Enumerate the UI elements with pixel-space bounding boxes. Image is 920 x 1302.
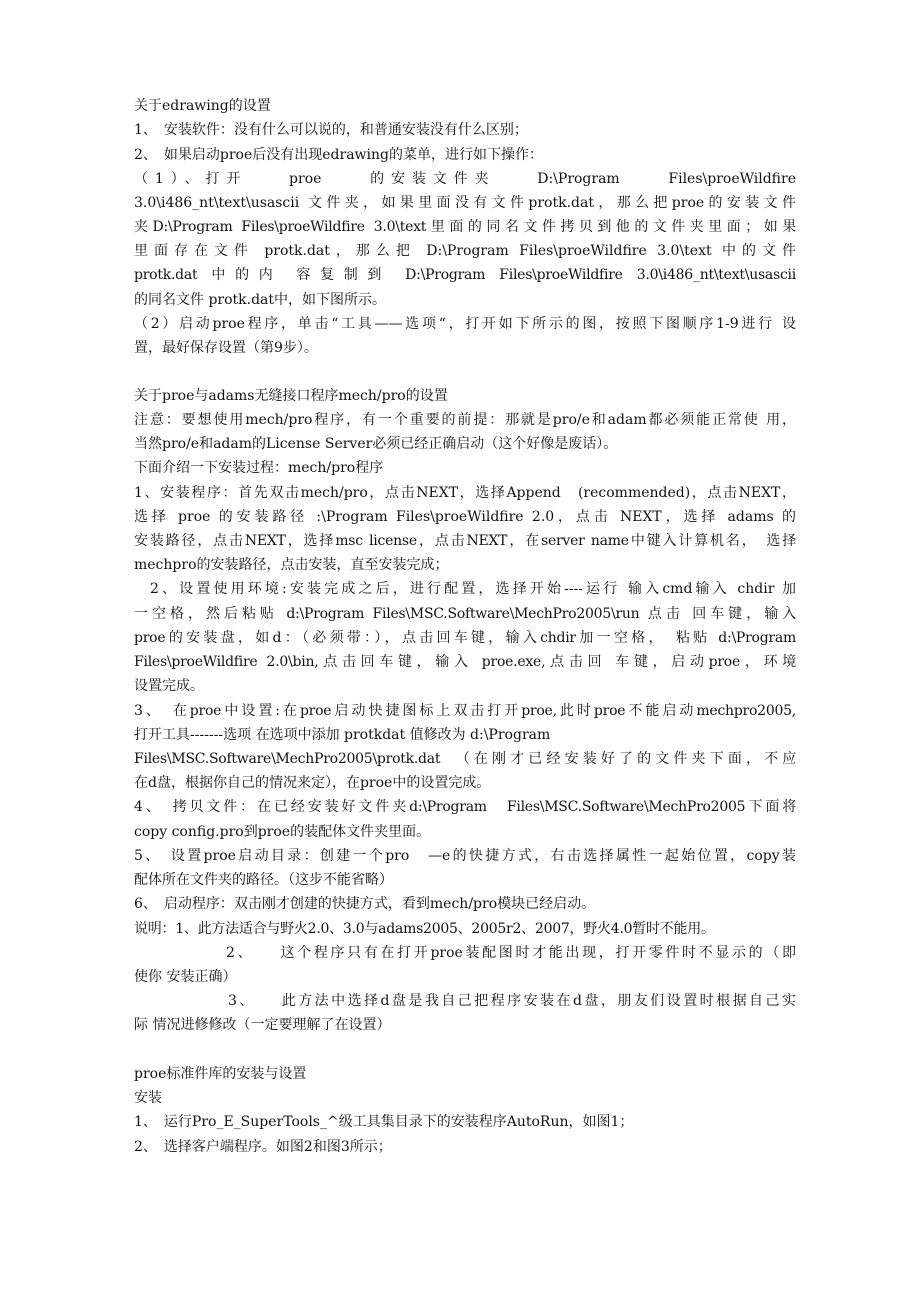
mechpro-step6: 6、 启动程序：双击刚才创建的快捷方式，看到mech/pro模块已经启动。 [134, 896, 596, 912]
mechpro-step1-line: 1、安装程序：首先双击mech/pro，点击NEXT，选择Append (recommended)，点击NEXT， [134, 485, 796, 501]
mechpro-intro: 下面介绍一下安装过程：mech/pro程序 [134, 460, 384, 476]
edrawing-para1-line: 夹D:\Program Files\proeWildfire 3.0\text里面的同名文件拷贝到他的文件夹里面；如果 [134, 219, 796, 235]
mechpro-step2-line: proe的安装盘，如d：（必须带：），点击回车键，输入chdir加一空格， 粘贴 d:\Program [134, 630, 796, 646]
mechpro-remark-1: 说明：1、此方法适合与野火2.0、3.0与adams2005、2005r2、2007，野火4.0暂时不能用。 [134, 921, 715, 937]
stdlib-subtitle: 安装 [134, 1090, 162, 1106]
mechpro-step2-line: Files\proeWildfire 2.0\bin,点击回车键，输入 proe.exe,点击回 车键，启动proe，环境 [134, 654, 796, 670]
mechpro-note-line: 注意：要想使用mech/pro程序，有一个重要的前提：那就是pro/e和adam都必须能正常使 用， [134, 412, 796, 428]
mechpro-step3-line: 3、 在proe中设置:在proe启动快捷图标上双击打开proe,此时proe不能启动mechpro2005, [134, 703, 796, 719]
edrawing-para1-line: 里面存在文件 protk.dat，那么把 D:\Program Files\proeWildfire 3.0\text 中的文件 [134, 243, 796, 259]
mechpro-step4-line: 4、 拷贝文件：在已经安装好文件夹d:\Program Files\MSC.Software\MechPro2005下面将 [134, 799, 796, 815]
mechpro-step2-line: 设置完成。 [134, 678, 204, 694]
mechpro-remark-2-line: 2、 这个程序只有在打开proe装配图时才能出现，打开零件时不显示的（即 [226, 945, 796, 961]
section-title-edrawing: 关于edrawing的设置 [134, 98, 271, 114]
edrawing-para1-line: （1）、打开 proe 的安装文件夹 D:\Program Files\proeWildfire [134, 171, 796, 187]
mechpro-step1-line: mechpro的安装路径，点击安装，直至安装完成； [134, 557, 449, 573]
mechpro-step2-line: 一空格，然后粘贴 d:\Program Files\MSC.Software\MechPro2005\run 点击 回车键，输入 [134, 606, 796, 622]
edrawing-step-2: 2、 如果启动proe后没有出现edrawing的菜单，进行如下操作： [134, 147, 543, 163]
mechpro-remark-2-line: 使你 安装正确） [134, 969, 237, 985]
edrawing-para1-line: 的同名文件 protk.dat中，如下图所示。 [134, 292, 387, 308]
edrawing-para1-line: 3.0\i486_nt\text\usascii 文件夹，如果里面没有文件protk.dat，那么把proe的安装文件 [134, 195, 796, 211]
edrawing-para1-line: protk.dat 中的内 容复制到 D:\Program Files\proeWildfire 3.0\i486_nt\text\usascii [134, 267, 796, 283]
mechpro-step2-line: 2、设置使用环境:安装完成之后，进行配置，选择开始----运行 输入cmd输入 chdir 加 [150, 581, 796, 597]
mechpro-step3-line: 打开工具-------选项 在选项中添加 protkdat 值修改为 d:\Program [134, 727, 551, 743]
edrawing-step-1: 1、 安装软件：没有什么可以说的，和普通安装没有什么区别； [134, 122, 528, 138]
edrawing-para2-line: 置，最好保存设置（第9步）。 [134, 340, 318, 356]
mechpro-remark-3-line: 际 情况进修修改（一定要理解了在设置） [134, 1017, 391, 1033]
mechpro-remark-3-line: 3、 此方法中选择d盘是我自己把程序安装在d盘，朋友们设置时根据自己实 [228, 993, 796, 1009]
mechpro-step1-line: 选择 proe 的安装路径 :\Program Files\proeWildfire 2.0，点击 NEXT，选择 adams 的 [134, 509, 796, 525]
mechpro-step4-line: copy config.pro到proe的装配体文件夹里面。 [134, 824, 431, 840]
section-title-stdlib: proe标准件库的安装与设置 [134, 1066, 307, 1082]
edrawing-para2-line: （2）启动proe程序，单击“工具——选项“，打开如下所示的图，按照下图顺序1-9进行 设 [134, 316, 796, 332]
stdlib-step-2: 2、 选择客户端程序。如图2和图3所示； [134, 1139, 392, 1155]
mechpro-step3-line: Files\MSC.Software\MechPro2005\protk.dat （在刚才已经安装好了的文件夹下面，不应 [134, 751, 796, 767]
mechpro-step3-line: 在d盘，根据你自己的情况来定），在proe中的设置完成。 [134, 775, 491, 791]
stdlib-step-1: 1、 运行Pro_E_SuperTools_^级工具集目录下的安装程序AutoRun，如图1； [134, 1114, 634, 1130]
mechpro-step1-line: 安装路径，点击NEXT，选择msc license，点击NEXT，在server name中键入计算机名， 选择 [134, 533, 796, 549]
mechpro-step5-line: 5、 设置proe启动目录：创建一个pro —e的快捷方式，右击选择属性一起始位置，copy装 [134, 848, 796, 864]
section-title-mechpro: 关于proe与adams无缝接口程序mech/pro的设置 [134, 388, 448, 404]
mechpro-note-line: 当然pro/e和adam的License Server必须已经正确启动（这个好像是废话）。 [134, 436, 618, 452]
mechpro-step5-line: 配体所在文件夹的路径。（这步不能省略） [134, 872, 393, 888]
